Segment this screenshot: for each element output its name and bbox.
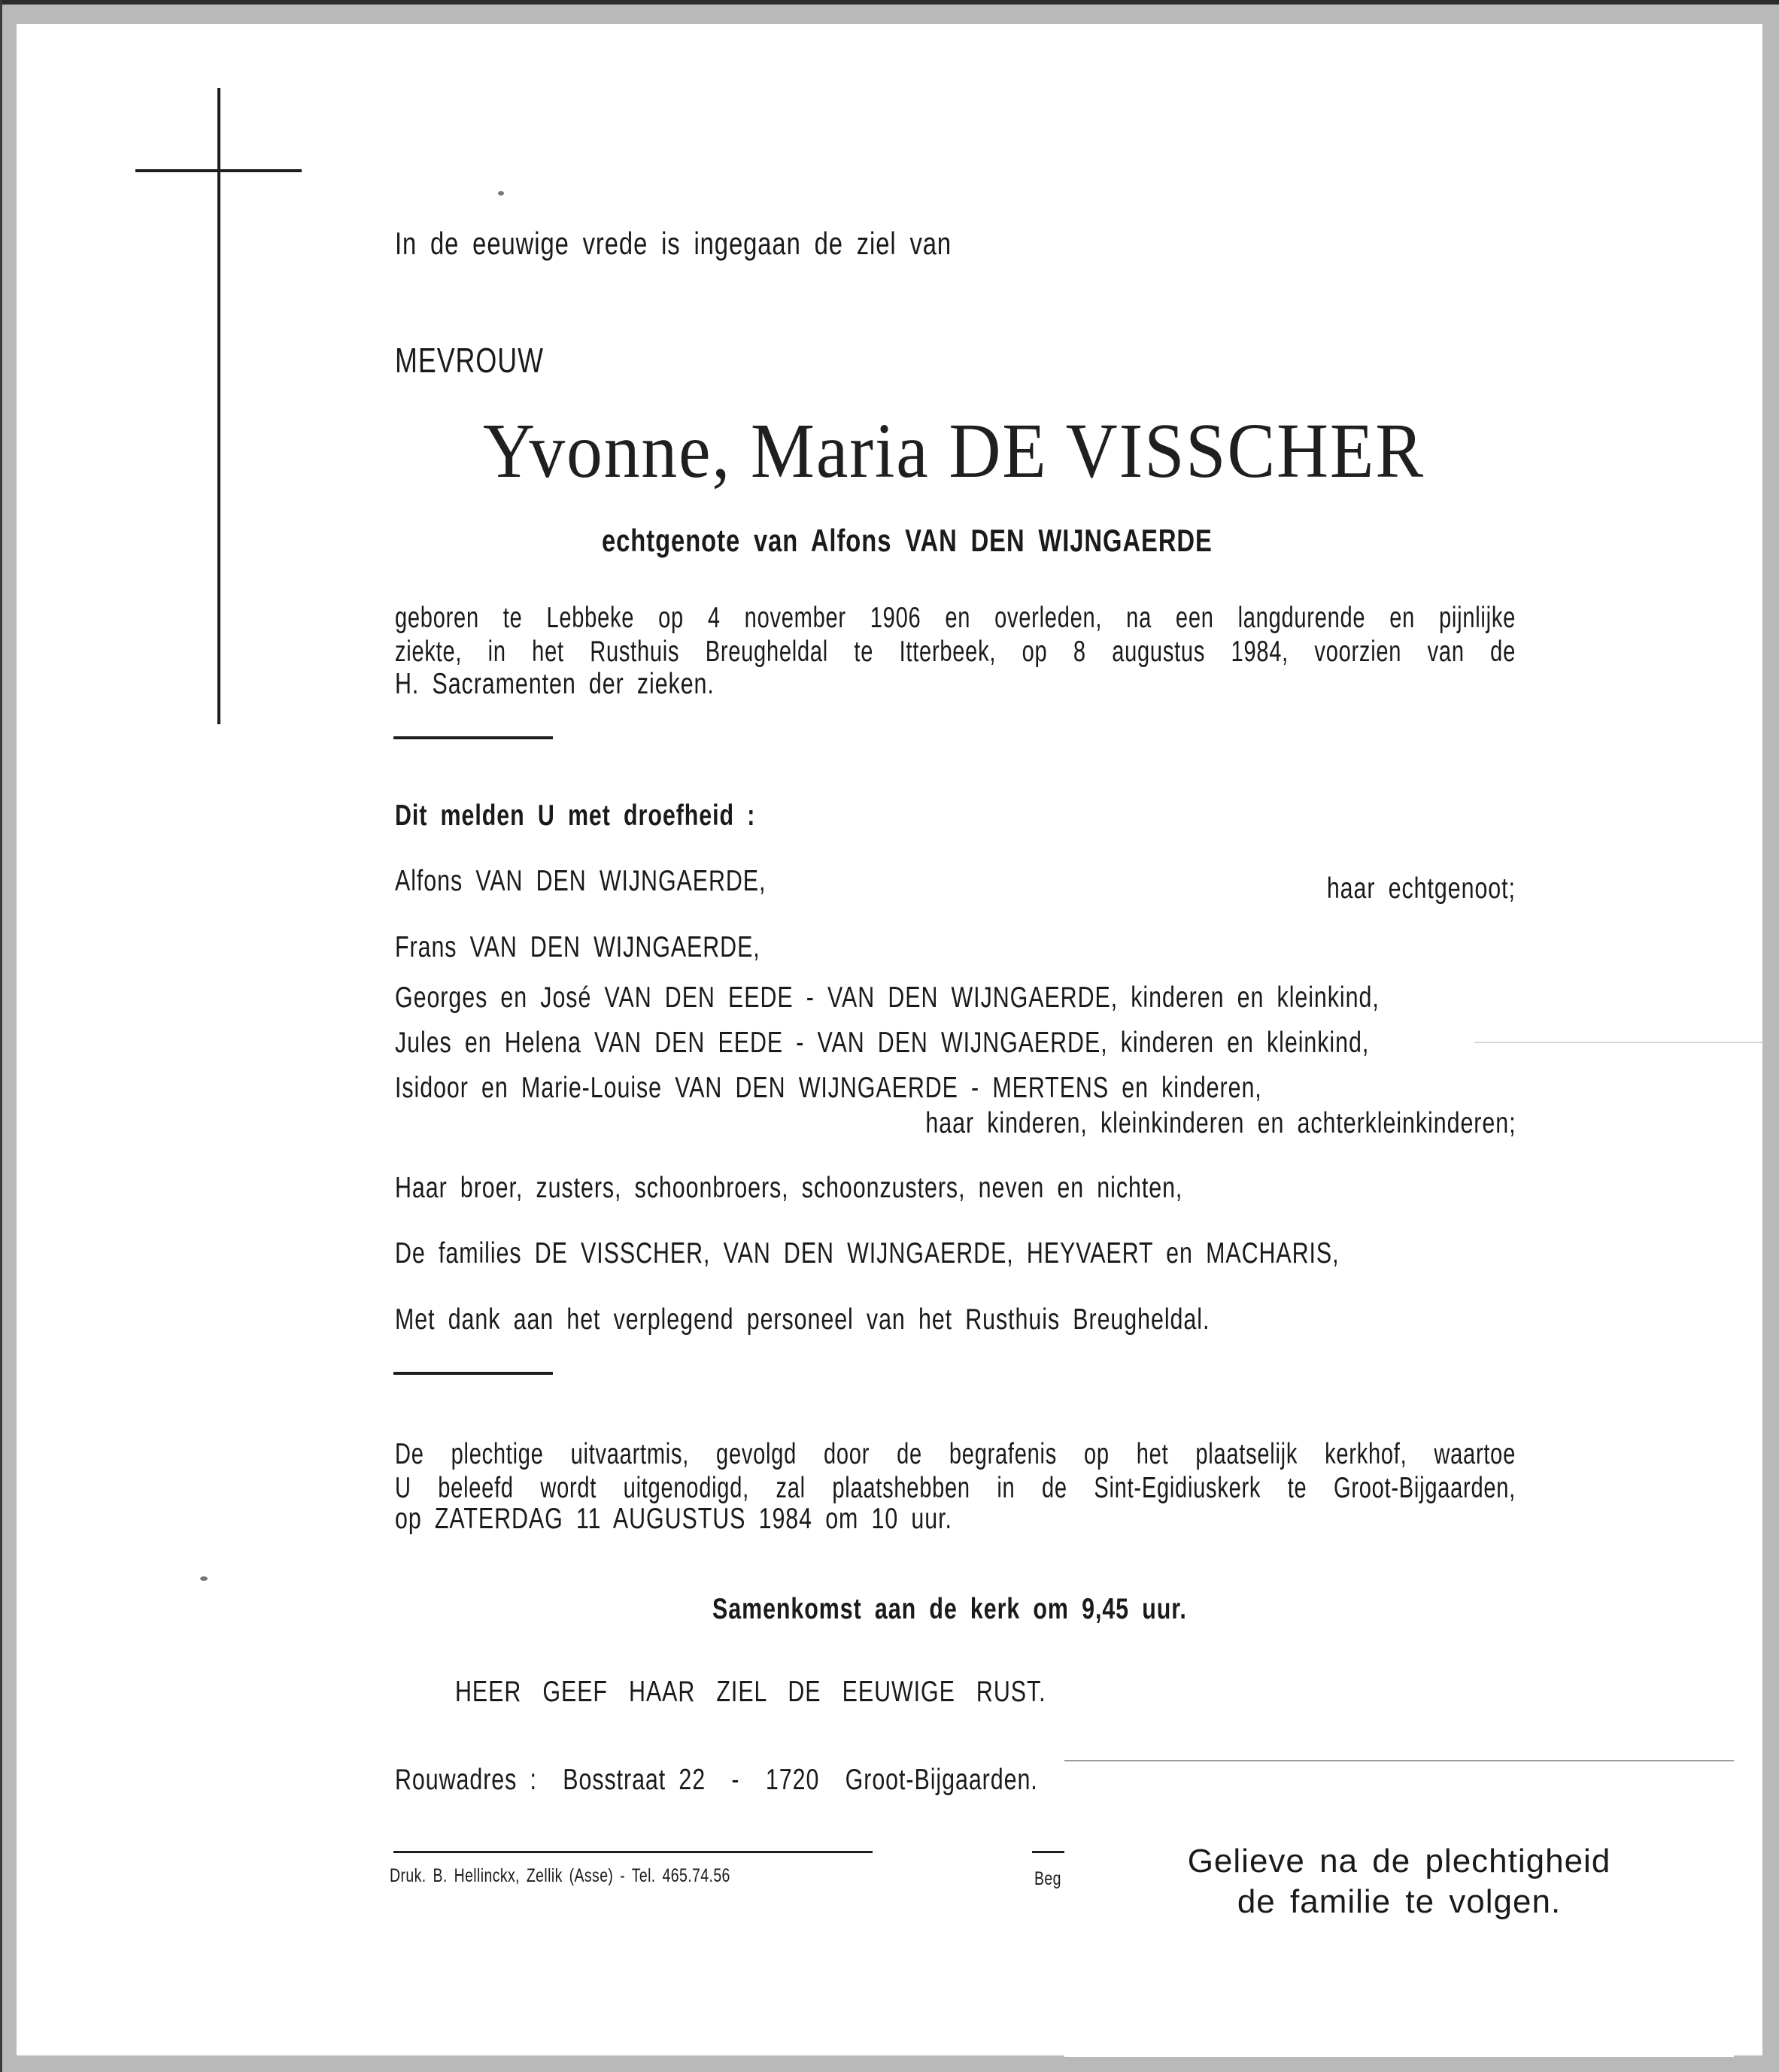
pasted-slip — [1064, 1760, 1734, 2057]
mourner-name: Alfons VAN DEN WIJNGAERDE, — [395, 865, 767, 897]
printer-credit: Druk. B. Hellinckx, Zellik (Asse) - Tel. 465.74.56 — [390, 1865, 730, 1886]
scan-speck — [498, 191, 504, 196]
funeral-line: De plechtige uitvaartmis, gevolgd door de begrafenis op het plaatselijk kerkhof, waartoe — [395, 1438, 1516, 1470]
slip-line: Gelieve na de plechtigheid — [1187, 1843, 1611, 1879]
families: De families DE VISSCHER, VAN DEN WIJNGAERDE, HEYVAERT en MACHARIS, — [395, 1237, 1340, 1270]
scan-edge-top — [0, 0, 1779, 5]
gathering-time: Samenkomst aan de kerk om 9,45 uur. — [712, 1593, 1187, 1625]
announcement-heading: Dit melden U met droefheid : — [395, 799, 756, 832]
cross-icon-vertical — [217, 88, 220, 724]
mourner-name: Jules en Helena VAN DEN EEDE - VAN DEN WIJNGAERDE, kinderen en kleinkind, — [395, 1027, 1370, 1059]
separator — [393, 1372, 553, 1375]
mourner-name: Georges en José VAN DEN EEDE - VAN DEN WIJNGAERDE, kinderen en kleinkind, — [395, 981, 1380, 1014]
prayer: HEER GEEF HAAR ZIEL DE EEUWIGE RUST. — [455, 1676, 1046, 1708]
mourning-address: Rouwadres : Bosstraat 22 - 1720 Groot-Bijgaarden. — [395, 1764, 1038, 1796]
undertaker-credit-partial: Beg — [1034, 1868, 1061, 1889]
separator — [393, 736, 553, 739]
intro-text: In de eeuwige vrede is ingegaan de ziel van — [395, 226, 952, 261]
mourner-relation: haar kinderen, kleinkinderen en achterkleinkinderen; — [924, 1107, 1516, 1139]
extended-family: Haar broer, zusters, schoonbroers, schoonzusters, neven en nichten, — [395, 1172, 1183, 1204]
funeral-line: op ZATERDAG 11 AUGUSTUS 1984 om 10 uur. — [395, 1503, 952, 1535]
funeral-line: U beleefd wordt uitgenodigd, zal plaatshebben in de Sint-Egidiuskerk te Groot-Bijgaarden, — [395, 1472, 1516, 1504]
spouse-line: echtgenote van Alfons VAN DEN WIJNGAERDE — [602, 523, 1213, 558]
thanks: Met dank aan het verplegend personeel van het Rusthuis Breugheldal. — [395, 1303, 1210, 1336]
mourner-name: Isidoor en Marie-Louise VAN DEN WIJNGAERDE - MERTENS en kinderen, — [395, 1072, 1262, 1104]
fold-line — [1474, 1042, 1762, 1043]
salutation: MEVROUW — [395, 341, 544, 380]
mourner-relation: haar echtgenoot; — [1326, 872, 1516, 905]
cross-icon-horizontal — [135, 169, 302, 172]
mourner-name: Frans VAN DEN WIJNGAERDE, — [395, 931, 760, 963]
scan-edge-left — [0, 0, 2, 2072]
deceased-name: Yvonne, Maria DE VISSCHER — [483, 408, 1425, 494]
footer-rule-right — [1032, 1851, 1065, 1853]
biography-line: H. Sacramenten der zieken. — [395, 668, 715, 700]
slip-line: de familie te volgen. — [1237, 1883, 1562, 1920]
biography-line: geboren te Lebbeke op 4 november 1906 en overleden, na een langdurende en pijnlijke — [395, 602, 1516, 634]
footer-rule — [393, 1851, 873, 1853]
scan-speck — [200, 1576, 208, 1581]
biography-line: ziekte, in het Rusthuis Breugheldal te Itterbeek, op 8 augustus 1984, voorzien van de — [395, 636, 1516, 668]
